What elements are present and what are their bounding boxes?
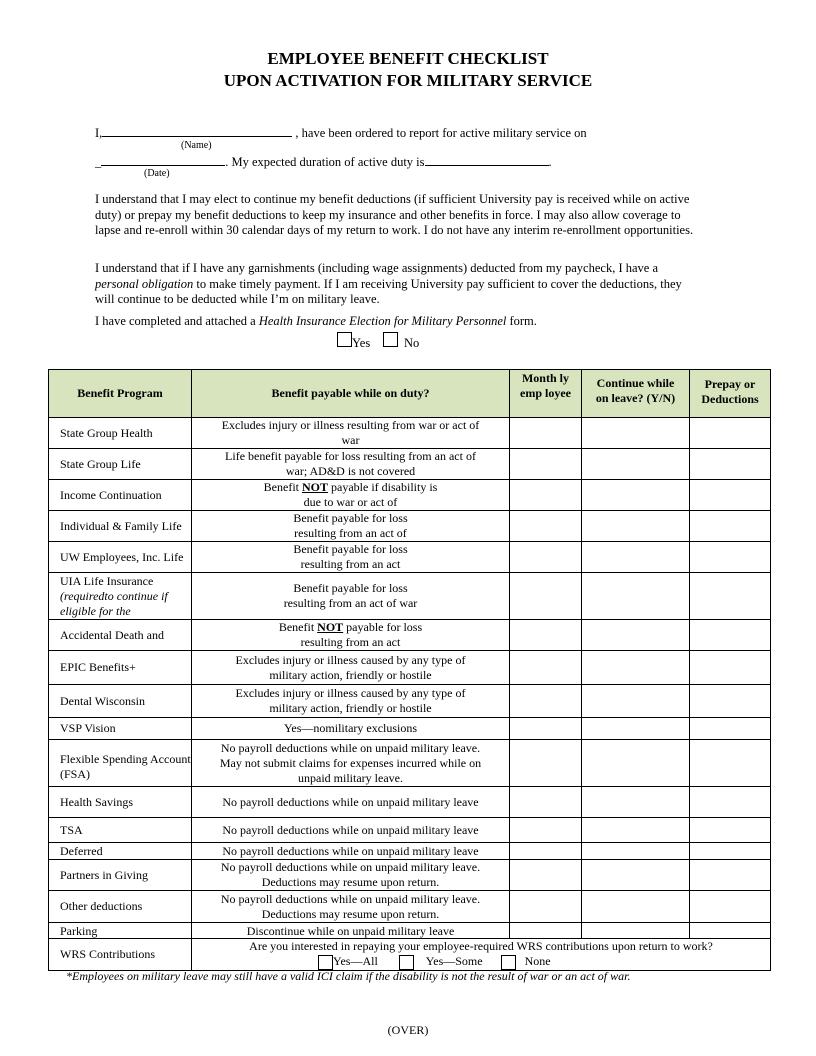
benefit-table [48,369,771,971]
footnote: *Employees on military leave may still have a valid ICI claim if the disability is not the result of war or an act of war. [66,969,631,983]
monthly-cell[interactable] [510,787,582,818]
row-payable: No payroll deductions while on unpaid military leave. Deductions may resume upon return. [220,860,481,889]
monthly-cell[interactable] [510,651,582,685]
row-program: TSA [60,822,83,837]
continue-cell[interactable] [582,651,690,685]
continue-cell[interactable] [582,860,690,891]
table-row [49,651,771,685]
date-caption: (Date) [144,168,170,179]
monthly-cell[interactable] [510,449,582,480]
title-line-1: EMPLOYEE BENEFIT CHECKLIST [267,49,549,68]
monthly-cell[interactable] [510,573,582,620]
continue-cell[interactable] [582,787,690,818]
continue-cell[interactable] [582,891,690,923]
monthly-cell[interactable] [510,620,582,651]
row-program: Individual & Family Life [60,518,182,533]
row-program: WRS Contributions [60,946,156,961]
row-program: State Group Life [60,456,141,471]
header-payable: Benefit payable while on duty? [192,370,510,418]
no-checkbox[interactable] [383,332,398,347]
wrs-none-label: None [524,954,551,968]
monthly-cell[interactable] [510,511,582,542]
row-program: Dental Wisconsin [60,693,145,708]
row-program: Other deductions [60,899,143,913]
header-prepay: Prepay or Deductions [690,370,771,418]
row-payable: Benefit payable for loss resulting from an act [293,542,408,571]
prepay-cell[interactable] [690,480,771,511]
prepay-cell[interactable] [690,718,771,740]
prepay-cell[interactable] [690,787,771,818]
table-row [49,818,771,843]
continue-cell[interactable] [582,542,690,573]
prepay-cell[interactable] [690,511,771,542]
prepay-cell[interactable] [690,449,771,480]
table-row [49,860,771,891]
monthly-cell[interactable] [510,923,582,939]
row-program: EPIC Benefits+ [60,660,136,674]
para2-a: I understand that if I have any garnishments (including wage assignments) deducted from my paycheck, I have a [95,261,659,275]
row-payable: No payroll deductions while on unpaid military leave [222,794,479,809]
row-payable: Benefit payable for loss resulting from an act of [293,511,408,540]
row-program: Accidental Death and [60,627,164,642]
prepay-cell[interactable] [690,843,771,860]
row-payable: No payroll deductions while on unpaid military leave [222,822,479,837]
continue-cell[interactable] [582,511,690,542]
monthly-cell[interactable] [510,718,582,740]
table-row [49,620,771,651]
table-row-wrs [49,939,771,971]
yes-no-options [337,331,420,350]
no-label: No [403,336,420,350]
intro-name-line [95,124,587,141]
yes-checkbox[interactable] [337,332,352,347]
intro-mid: , have been ordered to report for active military service on [295,126,587,140]
continue-cell[interactable] [582,923,690,939]
row-program: VSP Vision [60,721,116,735]
monthly-cell[interactable] [510,818,582,843]
table-row [49,542,771,573]
wrs-options [192,954,770,970]
prepay-cell[interactable] [690,418,771,449]
continue-cell[interactable] [582,718,690,740]
table-row [49,740,771,787]
row-program: State Group Health [60,425,153,440]
continue-cell[interactable] [582,740,690,787]
para2-italic: personal obligation [95,276,194,291]
prepay-cell[interactable] [690,740,771,787]
prepay-cell[interactable] [690,860,771,891]
monthly-cell[interactable] [510,740,582,787]
monthly-cell[interactable] [510,542,582,573]
wrs-all-label: Yes—All [333,954,378,968]
header-continue: Continue while on leave? (Y/N) [582,370,690,418]
prepay-cell[interactable] [690,685,771,718]
row-program: Deferred [60,843,103,858]
table-row [49,923,771,939]
row-payable: Benefit NOT payable for loss resulting from an act [278,620,423,649]
paragraph-attached-form [95,314,735,330]
intro-prefix: I, [95,126,103,140]
row-payable: Excludes injury or illness resulting from war or act of war [221,418,480,447]
duration-field[interactable] [425,153,549,166]
wrs-all-checkbox[interactable] [318,955,333,970]
table-row [49,449,771,480]
row-program: UW Employees, Inc. Life [60,549,184,564]
table-row [49,718,771,740]
continue-cell[interactable] [582,480,690,511]
table-row [49,511,771,542]
title-line-2: UPON ACTIVATION FOR MILITARY SERVICE [223,71,593,90]
row-payable: No payroll deductions while on unpaid military leave. May not submit claims for expenses incurred while on unpaid military leave. [219,740,482,785]
wrs-question: Are you interested in repaying your employee-required WRS contributions upon return to work? [249,939,713,953]
date-end: . [548,155,552,169]
continue-cell[interactable] [582,843,690,860]
over-marker: (OVER) [387,1023,429,1037]
continue-cell[interactable] [582,685,690,718]
paragraph-elect-benefits: I understand that I may elect to continue my benefit deductions (if sufficient University pay is received while on active duty) or prepay my benefit deductions to keep my insurance and other benefits in force. I may also allow coverage to lapse and re-enroll within 30 calendar days of my return to work. I do not have any interim re-enrollment opportunities. [95,192,694,237]
monthly-cell[interactable] [510,843,582,860]
wrs-some-checkbox[interactable] [399,955,414,970]
table-row [49,573,771,620]
para3-italic: Health Insurance Election for Military Personnel [258,314,507,328]
date-mid: . My expected duration of active duty is [225,155,425,169]
header-monthly: Month ly emp loyee [510,370,582,418]
prepay-cell[interactable] [690,818,771,843]
table-row [49,480,771,511]
row-payable: Life benefit payable for loss resulting from an act of war; AD&D is not covered [225,449,476,478]
table-row [49,787,771,818]
table-row [49,418,771,449]
row-program: Health Savings [60,794,133,809]
continue-cell[interactable] [582,818,690,843]
row-program: Partners in Giving [60,867,148,882]
row-payable: No payroll deductions while on unpaid military leave [222,843,479,858]
prepay-cell[interactable] [690,891,771,923]
para3-c: form. [509,314,537,328]
row-program: Flexible Spending Account (FSA) [60,752,191,781]
monthly-cell[interactable] [510,480,582,511]
prepay-cell[interactable] [690,620,771,651]
wrs-none-checkbox[interactable] [501,955,516,970]
row-program: Income Continuation [60,487,162,502]
date-prefix: _ [95,155,102,169]
monthly-cell[interactable] [510,418,582,449]
row-payable: Excludes injury or illness caused by any type of military action, friendly or hostile [235,686,466,715]
name-field[interactable] [102,124,292,137]
prepay-cell[interactable] [690,573,771,620]
continue-cell[interactable] [582,449,690,480]
row-payable: Benefit payable for loss resulting from an act of war [283,581,418,610]
row-program: UIA Life Insurance (requiredto continue if eligible for the [60,573,168,618]
prepay-cell[interactable] [690,651,771,685]
table-row [49,843,771,860]
header-program: Benefit Program [49,370,192,418]
wrs-some-label: Yes—Some [425,954,483,968]
table-row [49,685,771,718]
continue-cell[interactable] [582,418,690,449]
prepay-cell[interactable] [690,923,771,939]
row-payable: No payroll deductions while on unpaid military leave. Deductions may resume upon return. [220,891,481,921]
continue-cell[interactable] [582,620,690,651]
para3-a: I have completed and attached a [95,314,256,328]
row-payable: Excludes injury or illness caused by any type of military action, friendly or hostile [235,652,466,682]
monthly-cell[interactable] [510,685,582,718]
paragraph-garnishments [95,261,695,308]
date-field[interactable] [101,153,225,166]
row-payable: Yes—nomilitary exclusions [283,721,418,735]
yes-label: Yes [352,336,371,350]
para2-c: to make timely payment. If I am receiving University pay sufficient to cover the deductions, they will continue to be deducted while I’m on military leave. [95,276,682,306]
continue-cell[interactable] [582,573,690,620]
row-program: Parking [60,923,98,938]
monthly-cell[interactable] [510,860,582,891]
row-payable: Discontinue while on unpaid military leave [246,923,455,938]
prepay-cell[interactable] [690,542,771,573]
name-caption: (Name) [181,140,212,151]
table-row [49,891,771,923]
table-header-row [49,370,771,418]
monthly-cell[interactable] [510,891,582,923]
row-payable: Benefit NOT payable if disability is due to war or act of [263,480,438,509]
